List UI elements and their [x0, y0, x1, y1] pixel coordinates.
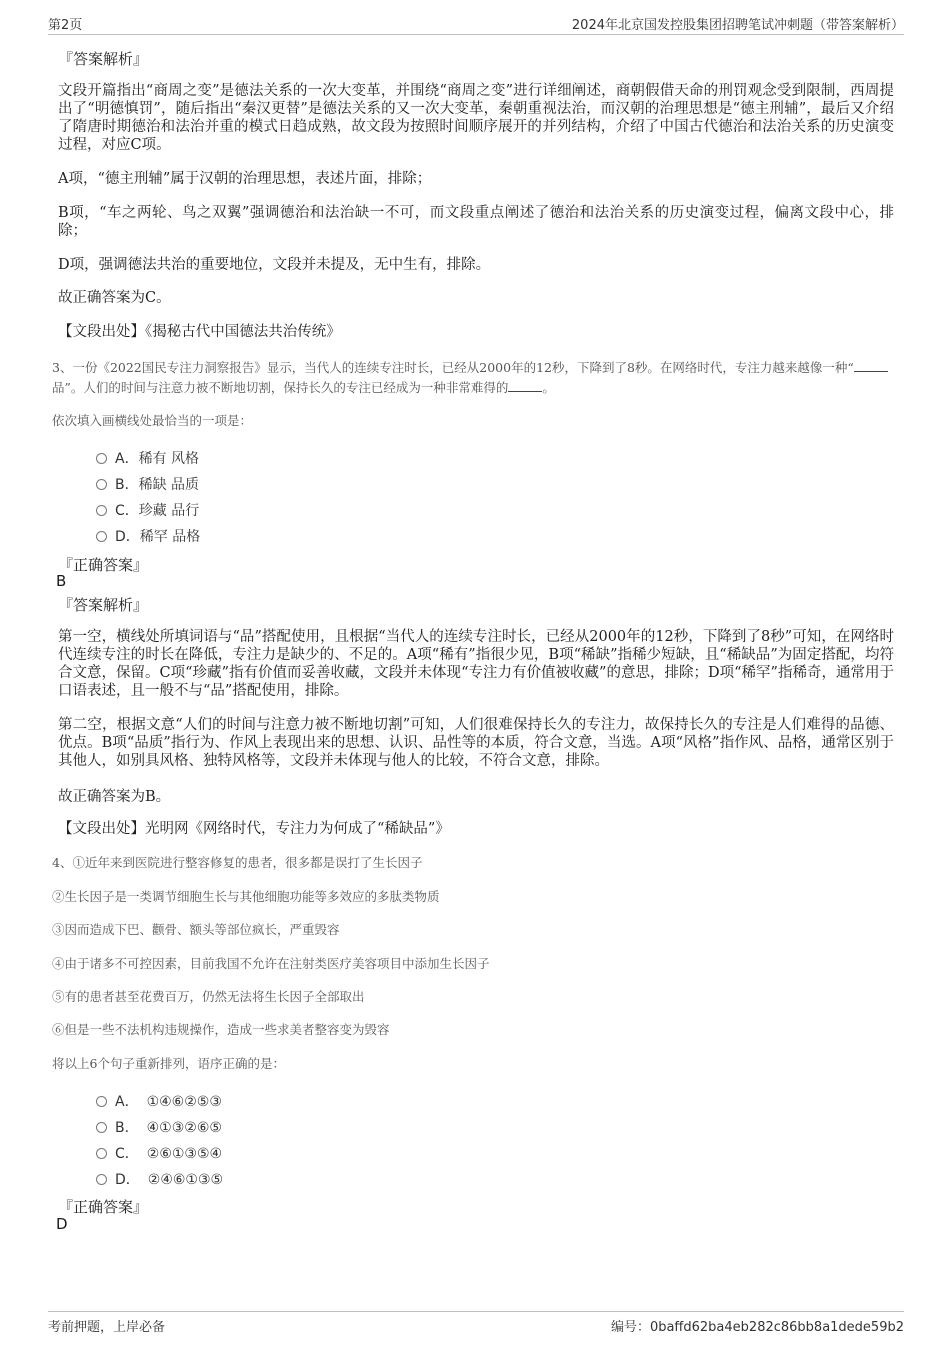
radio-icon[interactable]: [96, 453, 107, 464]
q4-option-d[interactable]: D． ②④⑥①③⑤: [96, 1169, 223, 1191]
fill-blank-1: [854, 359, 888, 372]
q4-sentence-5: ⑤有的患者甚至花费百万，仍然无法将生长因子全部取出: [52, 989, 365, 1004]
q4-option-a[interactable]: A． ①④⑥②⑤③: [96, 1091, 222, 1113]
q4-option-c[interactable]: C． ②⑥①③⑤④: [96, 1143, 222, 1165]
q2-analysis-paragraph: 文段开篇指出“商周之变”是德法关系的一次大变革，并围绕“商周之变”进行详细阐述，商朝假借天命的刑罚观念受到限制，西周提出了“明德慎罚”，随后指出“秦汉更替”是德法关系的又一次大变革，秦朝重视法治，而汉朝的治理思想是“德主刑辅”，最后又介绍了隋唐时期德治和法治并重的模式日趋成熟，故文段为按照时间顺序展开的并列结构，介绍了中国古代德治和法治关系的历史演变过程，对应C项。: [58, 83, 894, 153]
q4-answer-label: 『正确答案』: [58, 1198, 149, 1216]
radio-icon[interactable]: [96, 479, 107, 490]
document-code: 编号：0baffd62ba4eb282c86bb8a1dede59b2: [610, 1320, 904, 1335]
q4-sentence-3: ③因而造成下巴、颧骨、额头等部位疯长，严重毁容: [52, 922, 340, 937]
q3-source: 【文段出处】光明网《网络时代，专注力为何成了“稀缺品”》: [58, 821, 450, 837]
page-number: 第2页: [48, 18, 83, 33]
footer-slogan: 考前押题，上岸必备: [48, 1320, 166, 1335]
q3-prompt: 依次填入画横线处最恰当的一项是：: [52, 413, 253, 428]
q3-stem: 3、一份《2022国民专注力洞察报告》显示，当代人的连续专注时长，已经从2000年的12秒，下降到了8秒。在网络时代，专注力越来越像一种“品”。人们的时间与注意力被不断地切割，保持长久的专注已经成为一种非常难得的 。: [52, 358, 892, 398]
radio-icon[interactable]: [96, 1148, 107, 1159]
q3-analysis-label: 『答案解析』: [58, 596, 149, 614]
q4-sentence-4: ④由于诸多不可控因素，目前我国不允许在注射类医疗美容项目中添加生长因子: [52, 956, 490, 971]
q3-option-c[interactable]: C．珍藏 品行: [96, 500, 199, 522]
page-header: [48, 14, 904, 35]
document-title: 2024年北京国发控股集团招聘笔试冲刺题（带答案解析）: [571, 18, 904, 33]
q2-analysis-label: 『答案解析』: [58, 50, 149, 68]
q3-answer-label: 『正确答案』: [58, 556, 149, 574]
page-footer: [48, 1311, 904, 1334]
q2-analysis-option-b: B项，“车之两轮、鸟之双翼”强调德治和法治缺一不可，而文段重点阐述了德治和法治关系的历史演变过程，偏离文段中心，排除；: [58, 205, 894, 239]
radio-icon[interactable]: [96, 531, 107, 542]
q2-source: 【文段出处】《揭秘古代中国德法共治传统》: [58, 324, 341, 340]
q4-option-b[interactable]: B． ④①③②⑥⑤: [96, 1117, 222, 1139]
q3-analysis-paragraph-2: 第二空，根据文意“人们的时间与注意力被不断地切割”可知，人们很难保持长久的专注力，故保持长久的专注是人们难得的品德、优点。B项“品质”指行为、作风上表现出来的思想、认识、品性等的本质，符合文意，当选。A项“风格”指作风、品格，通常区别于其他人，如别具风格、独特风格等，文段并未体现与他人的比较，不符合文意，排除。: [58, 717, 894, 769]
q4-prompt: 将以上6个句子重新排列，语序正确的是：: [52, 1056, 285, 1071]
q2-analysis-option-a: A项，“德主刑辅”属于汉朝的治理思想，表述片面，排除；: [58, 171, 432, 187]
q4-sentence-6: ⑥但是一些不法机构违规操作，造成一些求美者整容变为毁容: [52, 1022, 390, 1037]
radio-icon[interactable]: [96, 1096, 107, 1107]
q2-conclusion: 故正确答案为C。: [58, 290, 171, 306]
radio-icon[interactable]: [96, 505, 107, 516]
q4-sentence-2: ②生长因子是一类调节细胞生长与其他细胞功能等多效应的多肽类物质: [52, 889, 440, 904]
radio-icon[interactable]: [96, 1174, 107, 1185]
q2-analysis-option-d: D项，强调德法共治的重要地位，文段并未提及，无中生有，排除。: [58, 257, 491, 273]
fill-blank-2: [508, 379, 542, 392]
q3-option-a[interactable]: A．稀有 风格: [96, 448, 199, 470]
q4-answer: D: [56, 1215, 68, 1233]
q3-option-b[interactable]: B．稀缺 品质: [96, 474, 199, 496]
q3-answer: B: [56, 572, 67, 590]
q4-sentence-1: 4、①近年来到医院进行整容修复的患者，很多都是误打了生长因子: [52, 855, 423, 870]
q3-analysis-paragraph-1: 第一空，横线处所填词语与“品”搭配使用，且根据“当代人的连续专注时长，已经从2000年的12秒，下降到了8秒”可知，在网络时代连续专注的时长在降低，专注力是缺少的、不足的。A项“稀有”指很少见，B项“稀缺”指稀少短缺，且“稀缺品”为固定搭配，均符合文意，保留。C项“珍藏”指有价值而妥善收藏，文段并未体现“专注力有价值被收藏”的意思，排除；D项“稀罕”指稀奇，通常用于口语表述，且一般不与“品”搭配使用，排除。: [58, 629, 894, 699]
q3-conclusion: 故正确答案为B。: [58, 789, 171, 805]
q3-option-d[interactable]: D．稀罕 品格: [96, 526, 200, 548]
radio-icon[interactable]: [96, 1122, 107, 1133]
